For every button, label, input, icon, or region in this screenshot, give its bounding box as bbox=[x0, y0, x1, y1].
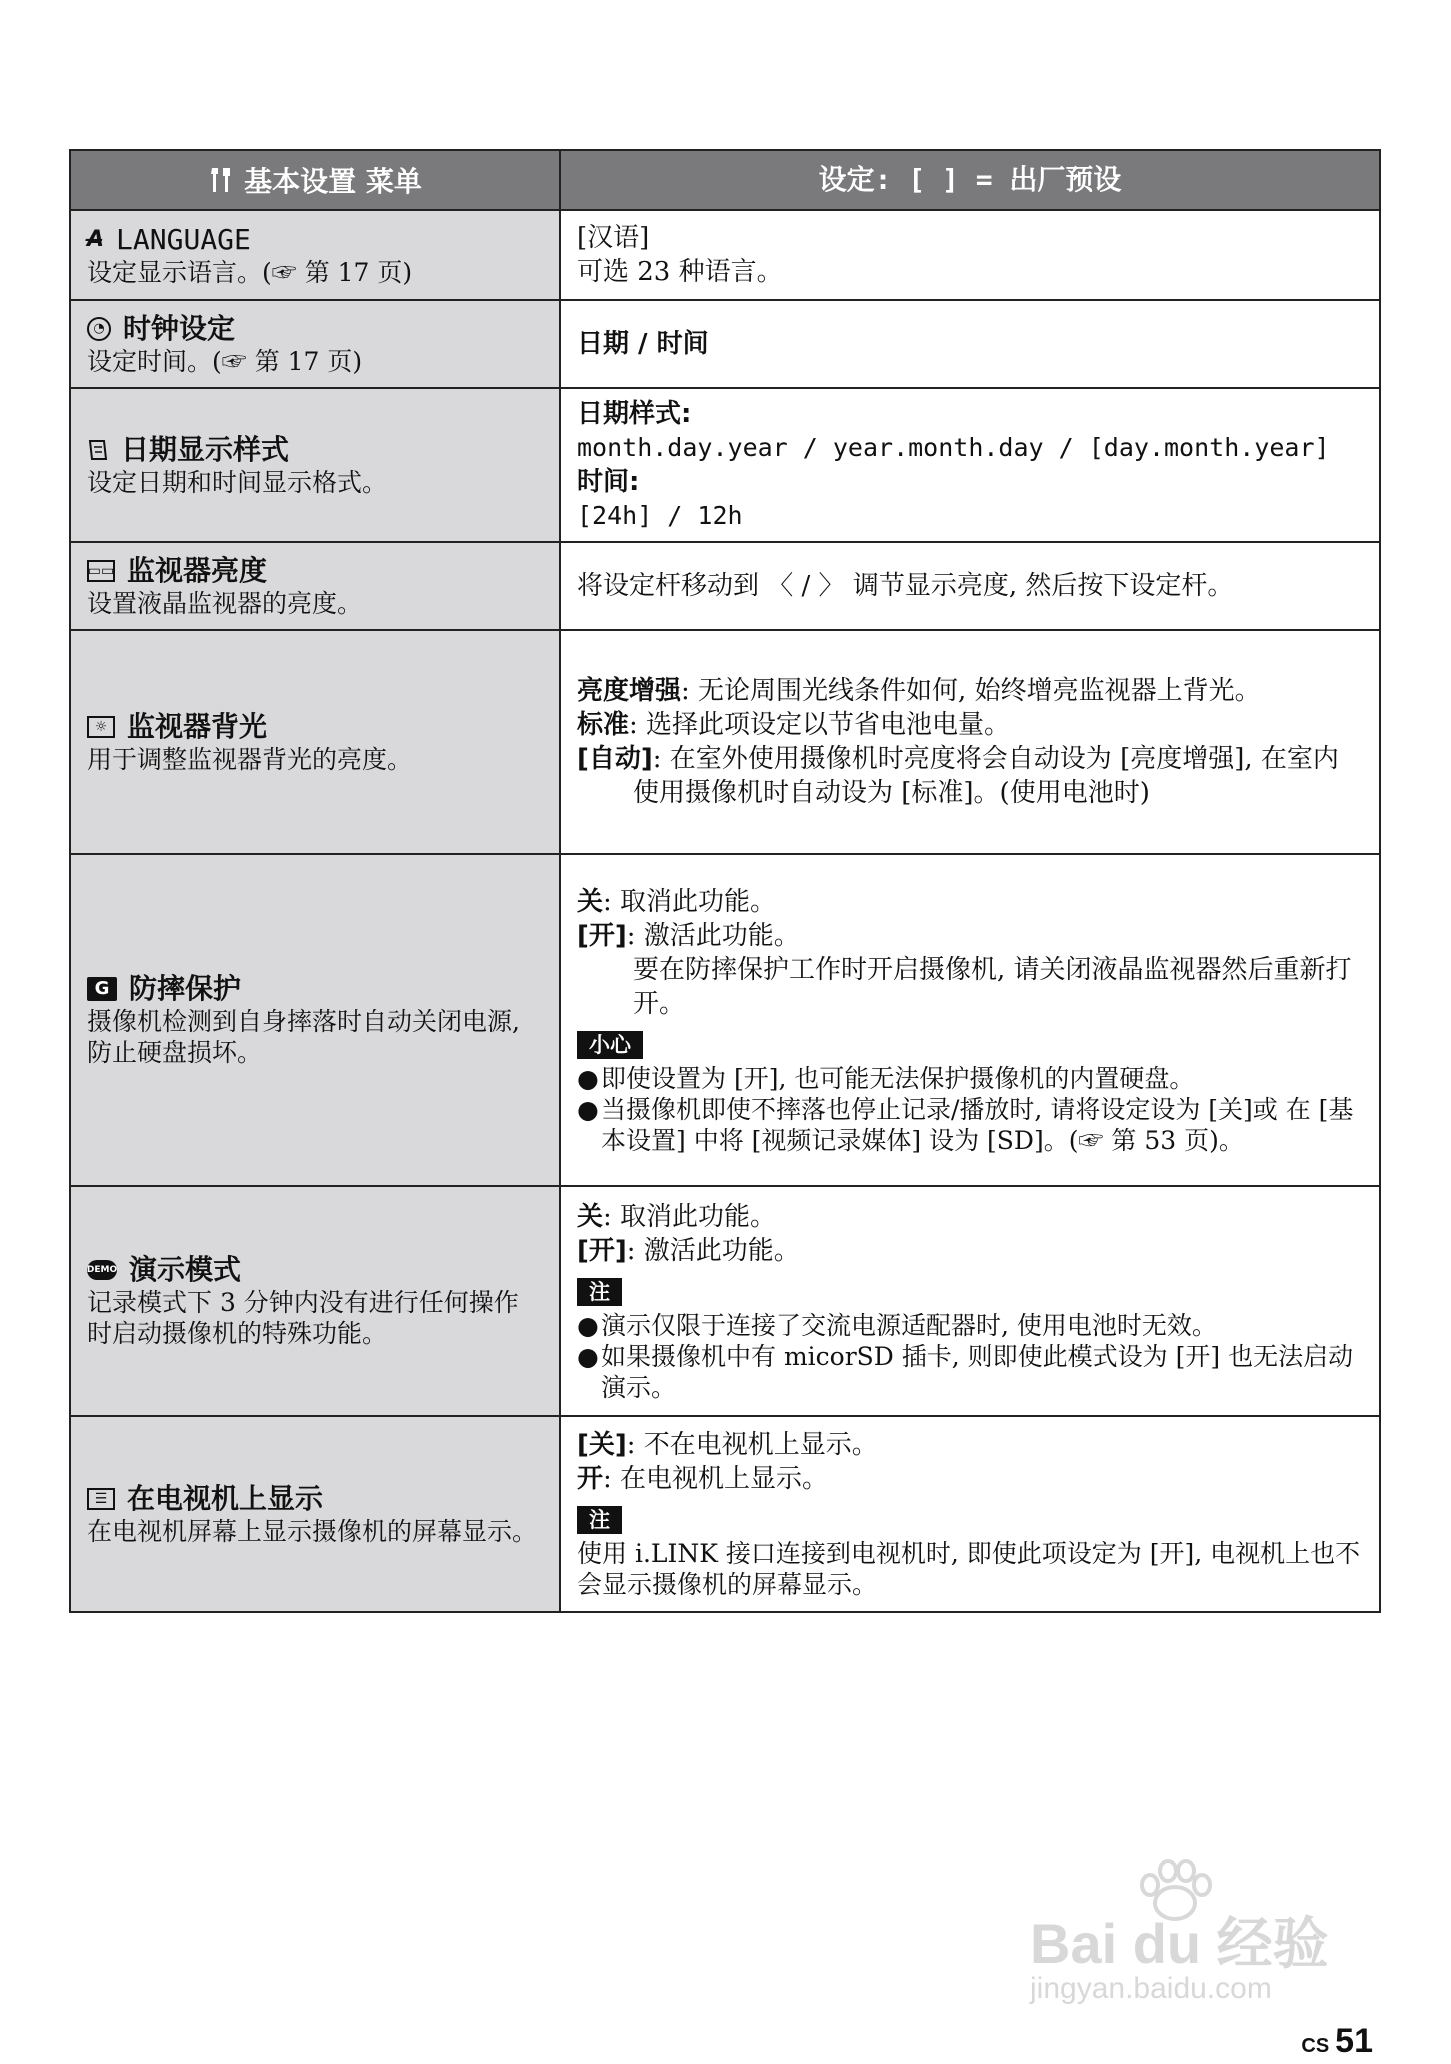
value-line: [汉语] bbox=[577, 223, 650, 253]
value-line: 日期样式: bbox=[577, 399, 692, 429]
option-line: 开: 在电视机上显示。 bbox=[577, 1464, 829, 1494]
caution-badge: 小心 bbox=[577, 1031, 643, 1059]
row-title: 监视器亮度 bbox=[127, 553, 268, 587]
value-line: 时间: bbox=[577, 467, 640, 497]
option-line: 标准: 选择此项设定以节省电池电量。 bbox=[577, 710, 1011, 740]
backlight-icon: ☼ bbox=[87, 716, 115, 738]
row-label-cell bbox=[71, 855, 561, 1185]
fall-protection-icon: G bbox=[87, 977, 117, 1001]
row-value-cell bbox=[561, 211, 1379, 299]
language-icon: A̶ bbox=[87, 226, 105, 252]
row-label-cell bbox=[71, 1187, 561, 1415]
table-row bbox=[71, 1415, 1379, 1611]
bullet-item: ●如果摄像机中有 micorSD 插卡, 则即使此模式设为 [开] 也无法启动演示。 bbox=[577, 1341, 1354, 1402]
row-title: 防摔保护 bbox=[129, 972, 242, 1005]
table-row bbox=[71, 541, 1379, 629]
row-title: 监视器背光 bbox=[127, 709, 268, 743]
value-line: 日期 / 时间 bbox=[577, 329, 709, 359]
row-desc: 设定时间。(☞ 第 17 页) bbox=[87, 346, 363, 376]
settings-table bbox=[69, 149, 1381, 1613]
row-value-cell bbox=[561, 389, 1379, 541]
row-label-cell bbox=[71, 543, 561, 629]
row-label-cell bbox=[71, 301, 561, 387]
row-label-cell bbox=[71, 631, 561, 853]
row-value-cell bbox=[561, 1187, 1379, 1415]
option-extra: 要在防摔保护工作时开启摄像机, 请关闭液晶监视器然后重新打开。 bbox=[633, 954, 1352, 1019]
demo-icon: DEMO bbox=[87, 1260, 117, 1280]
row-title: 在电视机上显示 bbox=[127, 1481, 324, 1515]
tv-display-icon: ☰ bbox=[87, 1488, 115, 1510]
row-desc: 设定日期和时间显示格式。 bbox=[87, 467, 388, 497]
row-desc: 摄像机检测到自身摔落时自动关闭电源, 防止硬盘损坏。 bbox=[87, 1007, 520, 1067]
bullet-item: ●即使设置为 [开], 也可能无法保护摄像机的内置硬盘。 bbox=[577, 1063, 1195, 1093]
value-line: 可选 23 种语言。 bbox=[577, 257, 783, 287]
page-number-value: 51 bbox=[1335, 2022, 1373, 2060]
value-line: month.day.year / year.month.day / [day.month.year] bbox=[577, 433, 1330, 462]
table-row bbox=[71, 209, 1379, 299]
note-text: 使用 i.LINK 接口连接到电视机时, 即使此项设定为 [开], 电视机上也不会显示摄像机的屏幕显示。 bbox=[577, 1539, 1361, 1599]
row-label-cell bbox=[71, 389, 561, 541]
calendar-icon bbox=[87, 438, 109, 462]
option-line: [自动]: 在室外使用摄像机时亮度将会自动设为 [亮度增强], 在室内使用摄像机时自动设为 [标准]。(使用电池时) bbox=[577, 744, 1339, 808]
table-row bbox=[71, 1185, 1379, 1415]
wrench-icon bbox=[208, 166, 234, 194]
watermark-url: jingyan.baidu.com bbox=[1030, 1972, 1272, 2005]
watermark-brand: Bai du 经验 bbox=[1030, 1912, 1329, 1975]
row-label-cell bbox=[71, 1417, 561, 1611]
table-row bbox=[71, 629, 1379, 853]
option-line: 亮度增强: 无论周围光线条件如何, 始终增亮监视器上背光。 bbox=[577, 676, 1261, 706]
value-line: 将设定杆移动到 〈 / 〉 调节显示亮度, 然后按下设定杆。 bbox=[577, 571, 1234, 601]
bullet-item: ●当摄像机即使不摔落也停止记录/播放时, 请将设定设为 [关]或 在 [基本设置] 中将 [视频记录媒体] 设为 [SD]。(☞ 第 53 页)。 bbox=[577, 1094, 1354, 1155]
note-badge: 注 bbox=[577, 1278, 622, 1306]
option-line: [开]: 激活此功能。 bbox=[577, 1235, 800, 1266]
option-line: 关: 取消此功能。 bbox=[577, 1201, 777, 1232]
table-row bbox=[71, 387, 1379, 541]
table-row bbox=[71, 299, 1379, 387]
header-left-label: 基本设置 菜单 bbox=[244, 165, 422, 198]
page-number bbox=[1301, 2022, 1373, 2061]
header-left bbox=[71, 151, 561, 209]
value-line: [24h] / 12h bbox=[577, 501, 743, 530]
bullet-item: ●演示仅限于连接了交流电源适配器时, 使用电池时无效。 bbox=[577, 1310, 1217, 1340]
option-line: [开]: 激活此功能。 bbox=[577, 920, 800, 951]
row-title: 日期显示样式 bbox=[121, 432, 290, 466]
row-desc: 用于调整监视器背光的亮度。 bbox=[87, 744, 413, 774]
row-value-cell bbox=[561, 543, 1379, 629]
language-code: CS bbox=[1301, 2035, 1330, 2057]
row-desc: 记录模式下 3 分钟内没有进行任何操作时启动摄像机的特殊功能。 bbox=[87, 1288, 519, 1348]
clock-icon: ◔ bbox=[87, 317, 111, 341]
row-desc: 设定显示语言。(☞ 第 17 页) bbox=[87, 257, 413, 287]
header-right bbox=[561, 151, 1379, 209]
row-desc: 在电视机屏幕上显示摄像机的屏幕显示。 bbox=[87, 1516, 538, 1546]
row-value-cell bbox=[561, 631, 1379, 853]
table-header bbox=[71, 151, 1379, 209]
row-value-cell bbox=[561, 301, 1379, 387]
note-badge: 注 bbox=[577, 1506, 622, 1534]
row-label-cell bbox=[71, 211, 561, 299]
row-value-cell bbox=[561, 855, 1379, 1185]
row-title: LANGUAGE bbox=[116, 222, 251, 256]
monitor-brightness-icon: ▭▭ bbox=[87, 560, 115, 582]
row-title: 时钟设定 bbox=[123, 311, 236, 345]
header-right-label: 设定: [ ] = 出厂预设 bbox=[818, 163, 1122, 196]
row-value-cell bbox=[561, 1417, 1379, 1611]
table-row bbox=[71, 853, 1379, 1185]
row-desc: 设置液晶监视器的亮度。 bbox=[87, 588, 363, 618]
option-line: 关: 取消此功能。 bbox=[577, 886, 777, 917]
option-line: [关]: 不在电视机上显示。 bbox=[577, 1430, 878, 1460]
row-title: 演示模式 bbox=[129, 1253, 242, 1286]
